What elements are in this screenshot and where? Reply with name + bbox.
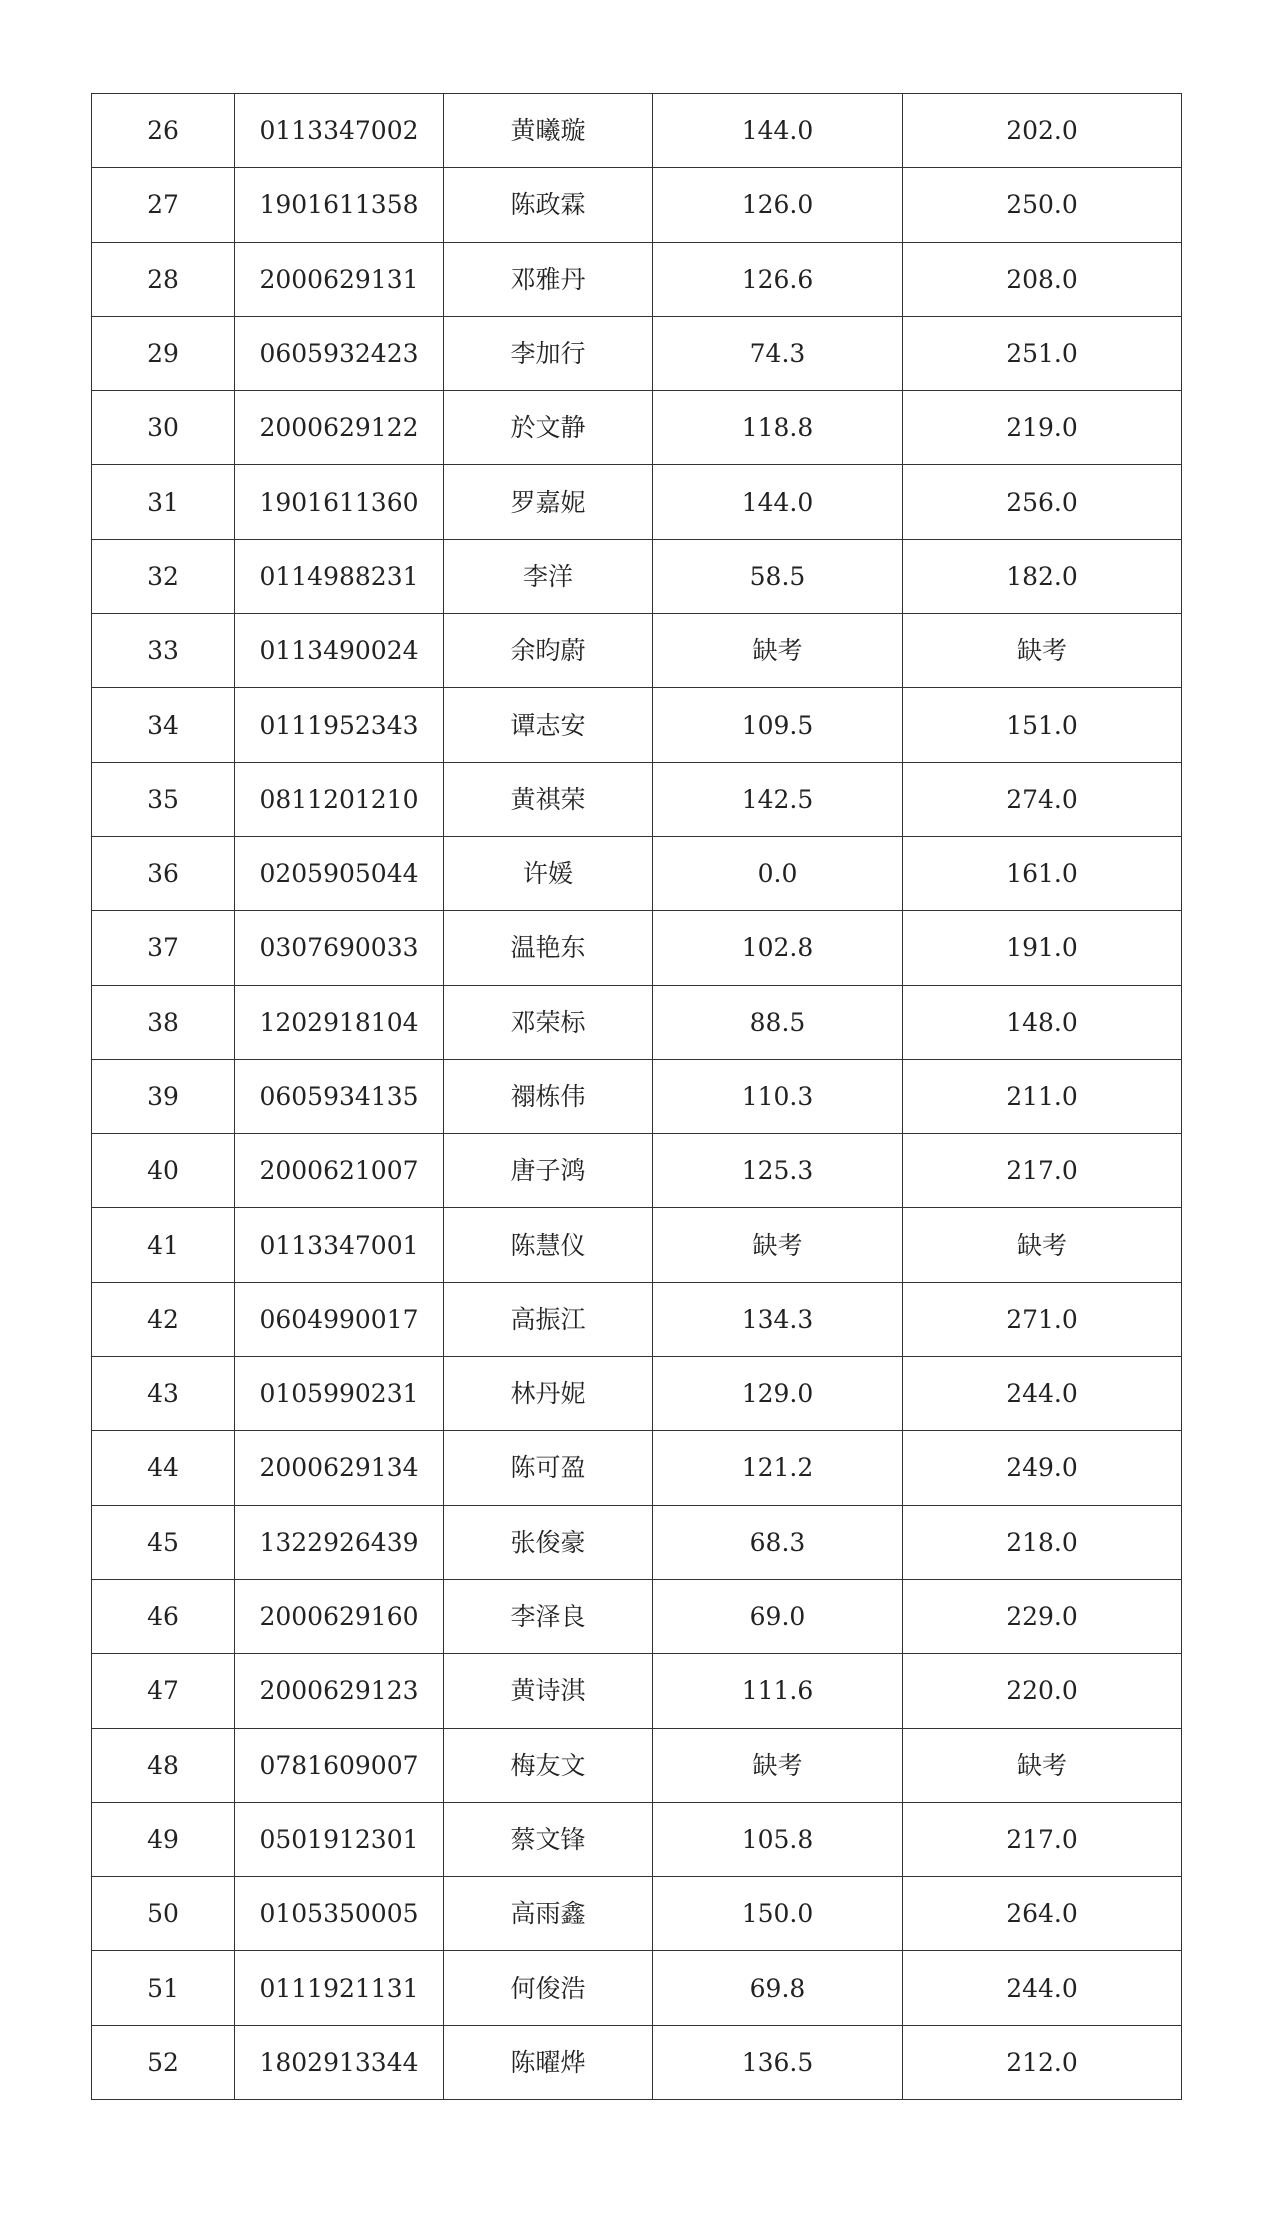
exam-id-cell: 0111952343 bbox=[235, 688, 444, 762]
table-row bbox=[92, 1579, 1182, 1653]
score-a-cell: 111.6 bbox=[653, 1654, 903, 1728]
table-row bbox=[92, 465, 1182, 539]
table-row bbox=[92, 391, 1182, 465]
score-a-cell: 118.8 bbox=[653, 391, 903, 465]
row-number-cell: 31 bbox=[92, 465, 235, 539]
candidate-name-cell: 高振江 bbox=[444, 1282, 653, 1356]
score-b-cell: 191.0 bbox=[903, 911, 1182, 985]
score-a-cell: 68.3 bbox=[653, 1505, 903, 1579]
score-a-cell: 126.6 bbox=[653, 242, 903, 316]
candidate-name-cell: 於文静 bbox=[444, 391, 653, 465]
table-row bbox=[92, 539, 1182, 613]
candidate-name-cell: 黄曦璇 bbox=[444, 94, 653, 168]
score-b-cell: 218.0 bbox=[903, 1505, 1182, 1579]
exam-id-cell: 0604990017 bbox=[235, 1282, 444, 1356]
score-a-cell: 144.0 bbox=[653, 465, 903, 539]
row-number-cell: 47 bbox=[92, 1654, 235, 1728]
score-a-cell: 58.5 bbox=[653, 539, 903, 613]
table-row bbox=[92, 168, 1182, 242]
table-row bbox=[92, 688, 1182, 762]
table-row bbox=[92, 836, 1182, 910]
table-row bbox=[92, 614, 1182, 688]
score-a-cell: 142.5 bbox=[653, 762, 903, 836]
row-number-cell: 28 bbox=[92, 242, 235, 316]
score-a-cell: 109.5 bbox=[653, 688, 903, 762]
row-number-cell: 43 bbox=[92, 1357, 235, 1431]
table-row bbox=[92, 1208, 1182, 1282]
exam-id-cell: 0113347001 bbox=[235, 1208, 444, 1282]
candidate-name-cell: 高雨鑫 bbox=[444, 1877, 653, 1951]
score-a-cell: 121.2 bbox=[653, 1431, 903, 1505]
score-b-cell: 211.0 bbox=[903, 1059, 1182, 1133]
row-number-cell: 46 bbox=[92, 1579, 235, 1653]
exam-id-cell: 0811201210 bbox=[235, 762, 444, 836]
score-a-cell: 134.3 bbox=[653, 1282, 903, 1356]
score-b-cell: 208.0 bbox=[903, 242, 1182, 316]
table-row bbox=[92, 1431, 1182, 1505]
exam-id-cell: 2000629131 bbox=[235, 242, 444, 316]
candidate-name-cell: 陈慧仪 bbox=[444, 1208, 653, 1282]
candidate-name-cell: 梅友文 bbox=[444, 1728, 653, 1802]
score-b-cell: 148.0 bbox=[903, 985, 1182, 1059]
row-number-cell: 38 bbox=[92, 985, 235, 1059]
table-row bbox=[92, 762, 1182, 836]
table-row bbox=[92, 1951, 1182, 2025]
score-a-cell: 缺考 bbox=[653, 1208, 903, 1282]
score-b-cell: 271.0 bbox=[903, 1282, 1182, 1356]
row-number-cell: 27 bbox=[92, 168, 235, 242]
table-row bbox=[92, 2025, 1182, 2099]
exam-id-cell: 0113347002 bbox=[235, 94, 444, 168]
exam-id-cell: 0114988231 bbox=[235, 539, 444, 613]
score-table-body bbox=[92, 94, 1182, 2100]
row-number-cell: 50 bbox=[92, 1877, 235, 1951]
score-a-cell: 88.5 bbox=[653, 985, 903, 1059]
row-number-cell: 29 bbox=[92, 316, 235, 390]
row-number-cell: 26 bbox=[92, 94, 235, 168]
exam-id-cell: 2000629134 bbox=[235, 1431, 444, 1505]
score-b-cell: 256.0 bbox=[903, 465, 1182, 539]
exam-id-cell: 0105350005 bbox=[235, 1877, 444, 1951]
score-b-cell: 202.0 bbox=[903, 94, 1182, 168]
candidate-name-cell: 李泽良 bbox=[444, 1579, 653, 1653]
table-row bbox=[92, 1357, 1182, 1431]
exam-id-cell: 0605934135 bbox=[235, 1059, 444, 1133]
row-number-cell: 48 bbox=[92, 1728, 235, 1802]
score-b-cell: 219.0 bbox=[903, 391, 1182, 465]
row-number-cell: 35 bbox=[92, 762, 235, 836]
table-row bbox=[92, 1282, 1182, 1356]
score-b-cell: 缺考 bbox=[903, 1728, 1182, 1802]
score-a-cell: 125.3 bbox=[653, 1134, 903, 1208]
exam-id-cell: 1901611360 bbox=[235, 465, 444, 539]
score-b-cell: 244.0 bbox=[903, 1951, 1182, 2025]
score-a-cell: 74.3 bbox=[653, 316, 903, 390]
exam-id-cell: 0605932423 bbox=[235, 316, 444, 390]
score-b-cell: 151.0 bbox=[903, 688, 1182, 762]
table-row bbox=[92, 316, 1182, 390]
row-number-cell: 45 bbox=[92, 1505, 235, 1579]
table-row bbox=[92, 1802, 1182, 1876]
table-row bbox=[92, 242, 1182, 316]
exam-id-cell: 0501912301 bbox=[235, 1802, 444, 1876]
table-row bbox=[92, 911, 1182, 985]
exam-id-cell: 2000621007 bbox=[235, 1134, 444, 1208]
candidate-name-cell: 陈政霖 bbox=[444, 168, 653, 242]
score-b-cell: 缺考 bbox=[903, 1208, 1182, 1282]
row-number-cell: 42 bbox=[92, 1282, 235, 1356]
score-table bbox=[91, 93, 1182, 2100]
score-a-cell: 69.0 bbox=[653, 1579, 903, 1653]
exam-id-cell: 0205905044 bbox=[235, 836, 444, 910]
score-a-cell: 136.5 bbox=[653, 2025, 903, 2099]
score-b-cell: 249.0 bbox=[903, 1431, 1182, 1505]
score-b-cell: 182.0 bbox=[903, 539, 1182, 613]
candidate-name-cell: 陈曜烨 bbox=[444, 2025, 653, 2099]
candidate-name-cell: 何俊浩 bbox=[444, 1951, 653, 2025]
candidate-name-cell: 李洋 bbox=[444, 539, 653, 613]
score-b-cell: 217.0 bbox=[903, 1802, 1182, 1876]
score-a-cell: 129.0 bbox=[653, 1357, 903, 1431]
candidate-name-cell: 林丹妮 bbox=[444, 1357, 653, 1431]
row-number-cell: 49 bbox=[92, 1802, 235, 1876]
exam-id-cell: 1901611358 bbox=[235, 168, 444, 242]
exam-id-cell: 2000629160 bbox=[235, 1579, 444, 1653]
score-a-cell: 126.0 bbox=[653, 168, 903, 242]
candidate-name-cell: 陈可盈 bbox=[444, 1431, 653, 1505]
candidate-name-cell: 李加行 bbox=[444, 316, 653, 390]
candidate-name-cell: 黄祺荣 bbox=[444, 762, 653, 836]
table-row bbox=[92, 1134, 1182, 1208]
exam-id-cell: 0113490024 bbox=[235, 614, 444, 688]
candidate-name-cell: 邓荣标 bbox=[444, 985, 653, 1059]
exam-id-cell: 2000629123 bbox=[235, 1654, 444, 1728]
score-b-cell: 274.0 bbox=[903, 762, 1182, 836]
table-row bbox=[92, 1728, 1182, 1802]
table-row bbox=[92, 1059, 1182, 1133]
candidate-name-cell: 张俊豪 bbox=[444, 1505, 653, 1579]
score-b-cell: 220.0 bbox=[903, 1654, 1182, 1728]
score-a-cell: 缺考 bbox=[653, 614, 903, 688]
score-b-cell: 217.0 bbox=[903, 1134, 1182, 1208]
exam-id-cell: 0307690033 bbox=[235, 911, 444, 985]
score-a-cell: 150.0 bbox=[653, 1877, 903, 1951]
row-number-cell: 30 bbox=[92, 391, 235, 465]
table-row bbox=[92, 985, 1182, 1059]
score-a-cell: 110.3 bbox=[653, 1059, 903, 1133]
table-row bbox=[92, 1877, 1182, 1951]
table-row bbox=[92, 1654, 1182, 1728]
candidate-name-cell: 蔡文锋 bbox=[444, 1802, 653, 1876]
score-a-cell: 缺考 bbox=[653, 1728, 903, 1802]
candidate-name-cell: 罗嘉妮 bbox=[444, 465, 653, 539]
row-number-cell: 34 bbox=[92, 688, 235, 762]
candidate-name-cell: 许媛 bbox=[444, 836, 653, 910]
score-a-cell: 144.0 bbox=[653, 94, 903, 168]
candidate-name-cell: 邓雅丹 bbox=[444, 242, 653, 316]
candidate-name-cell: 唐子鸿 bbox=[444, 1134, 653, 1208]
score-a-cell: 102.8 bbox=[653, 911, 903, 985]
row-number-cell: 44 bbox=[92, 1431, 235, 1505]
row-number-cell: 51 bbox=[92, 1951, 235, 2025]
score-b-cell: 244.0 bbox=[903, 1357, 1182, 1431]
candidate-name-cell: 禤栋伟 bbox=[444, 1059, 653, 1133]
table-row bbox=[92, 1505, 1182, 1579]
candidate-name-cell: 温艳东 bbox=[444, 911, 653, 985]
row-number-cell: 40 bbox=[92, 1134, 235, 1208]
score-a-cell: 0.0 bbox=[653, 836, 903, 910]
exam-id-cell: 2000629122 bbox=[235, 391, 444, 465]
score-a-cell: 105.8 bbox=[653, 1802, 903, 1876]
row-number-cell: 36 bbox=[92, 836, 235, 910]
exam-id-cell: 1802913344 bbox=[235, 2025, 444, 2099]
score-b-cell: 264.0 bbox=[903, 1877, 1182, 1951]
exam-id-cell: 1322926439 bbox=[235, 1505, 444, 1579]
row-number-cell: 52 bbox=[92, 2025, 235, 2099]
row-number-cell: 33 bbox=[92, 614, 235, 688]
row-number-cell: 32 bbox=[92, 539, 235, 613]
score-b-cell: 250.0 bbox=[903, 168, 1182, 242]
score-b-cell: 212.0 bbox=[903, 2025, 1182, 2099]
table-row bbox=[92, 94, 1182, 168]
score-b-cell: 251.0 bbox=[903, 316, 1182, 390]
exam-id-cell: 0781609007 bbox=[235, 1728, 444, 1802]
exam-id-cell: 0111921131 bbox=[235, 1951, 444, 2025]
candidate-name-cell: 黄诗淇 bbox=[444, 1654, 653, 1728]
candidate-name-cell: 余昀蔚 bbox=[444, 614, 653, 688]
score-b-cell: 229.0 bbox=[903, 1579, 1182, 1653]
score-a-cell: 69.8 bbox=[653, 1951, 903, 2025]
row-number-cell: 41 bbox=[92, 1208, 235, 1282]
row-number-cell: 39 bbox=[92, 1059, 235, 1133]
score-b-cell: 缺考 bbox=[903, 614, 1182, 688]
score-b-cell: 161.0 bbox=[903, 836, 1182, 910]
candidate-name-cell: 谭志安 bbox=[444, 688, 653, 762]
row-number-cell: 37 bbox=[92, 911, 235, 985]
exam-id-cell: 1202918104 bbox=[235, 985, 444, 1059]
exam-id-cell: 0105990231 bbox=[235, 1357, 444, 1431]
